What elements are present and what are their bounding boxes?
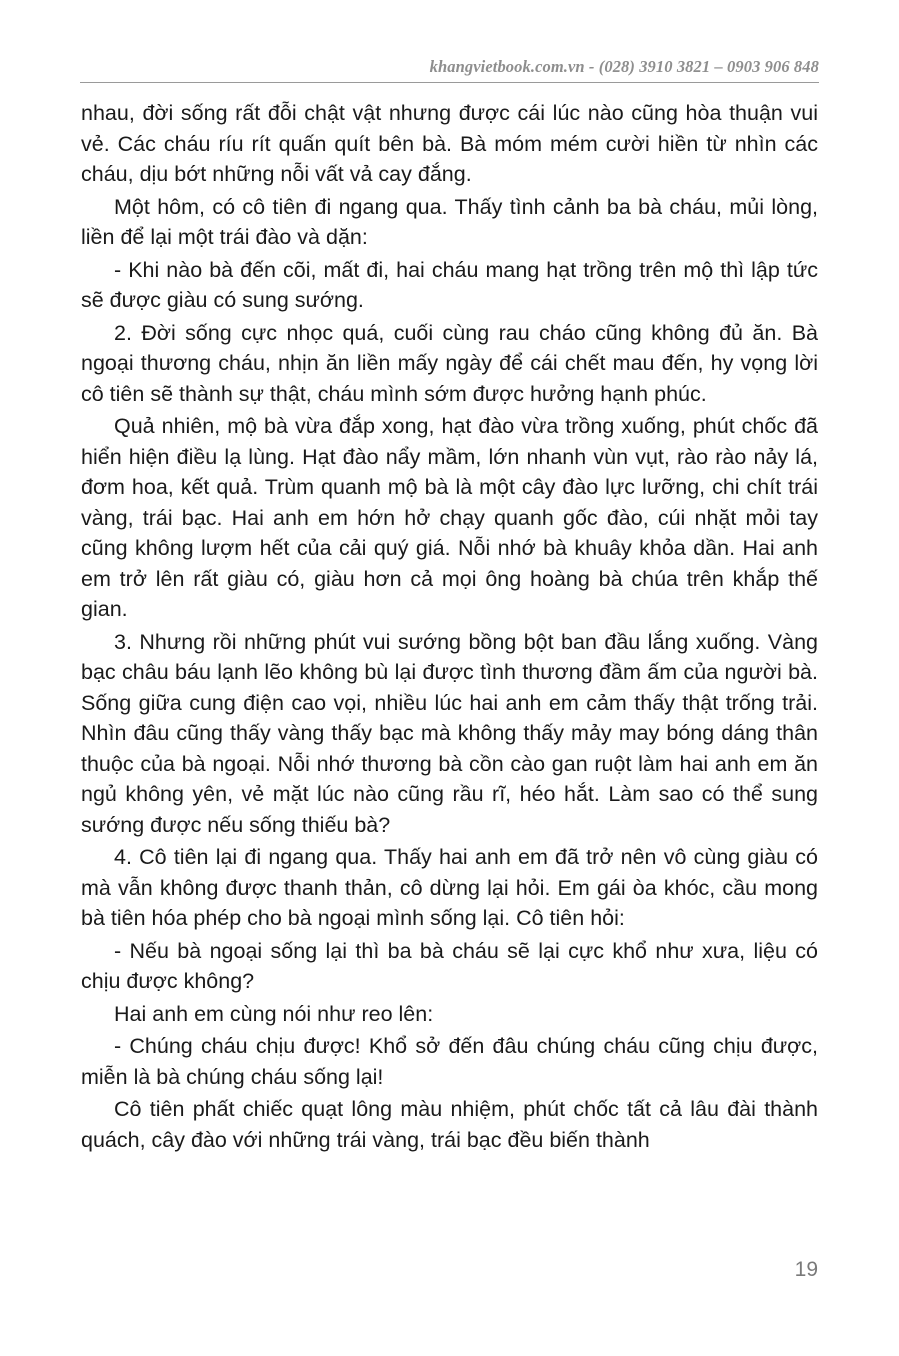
paragraph-7: 4. Cô tiên lại đi ngang qua. Thấy hai anh em đã trở nên vô cùng giàu có mà vẫn không được thanh thản, cô dừng lại hỏi. Em gái òa khóc, cầu mong bà tiên hóa phép cho bà ngoại mình sống lại. Cô tiên hỏi: (81, 845, 818, 930)
paragraph-2: Một hôm, có cô tiên đi ngang qua. Thấy tình cảnh ba bà cháu, mủi lòng, liền để lại một trái đào và dặn: (81, 194, 818, 249)
paragraph-10: - Chúng cháu chịu được! Khổ sở đến đâu chúng cháu cũng chịu được, miễn là bà chúng cháu sống lại! (81, 1034, 818, 1089)
page-header (80, 52, 819, 83)
paragraph-8: - Nếu bà ngoại sống lại thì ba bà cháu sẽ lại cực khổ như xưa, liệu có chịu được không? (81, 938, 818, 993)
paragraph-9: Hai anh em cùng nói như reo lên: (114, 1001, 434, 1026)
paragraph-5: Quả nhiên, mộ bà vừa đắp xong, hạt đào vừa trồng xuống, phút chốc đã hiển hiện điều lạ lùng. Hạt đào nẩy mầm, lớn nhanh vùn vụt, rào rào nảy lá, đơm hoa, kết quả. Trùm quanh mộ bà là một cây đào lực lưỡng, chi chít trái vàng, trái bạc. Hai anh em hớn hở chạy quanh gốc đào, cúi nhặt mỏi tay cũng không lượm hết của cải quý giá. Nỗi nhớ bà khuây khỏa dần. Hai anh em trở lên rất giàu có, giàu hơn cả mọi ông hoàng bà chúa trên khắp thế gian. (81, 414, 818, 621)
page-body (81, 98, 818, 1155)
header-publisher-text: khangvietbook.com.vn - (028) 3910 3821 – 0903 906 848 (429, 57, 819, 76)
paragraph-11: Cô tiên phất chiếc quạt lông màu nhiệm, phút chốc tất cả lâu đài thành quách, cây đào với những trái vàng, trái bạc đều biến thành (81, 1097, 818, 1152)
paragraph-6: 3. Nhưng rồi những phút vui sướng bồng bột ban đầu lắng xuống. Vàng bạc châu báu lạnh lẽo không bù lại được tình thương đầm ấm của người bà. Sống giữa cung điện cao vọi, nhiều lúc hai anh em cảm thấy thật trống trải. Nhìn đâu cũng thấy vàng thấy bạc mà không thấy mảy may bóng dáng thân thuộc của bà ngoại. Nỗi nhớ thương bà cồn cào gan ruột làm hai anh em ăn ngủ không yên, vẻ mặt lúc nào cũng rầu rĩ, héo hắt. Làm sao có thể sung sướng được nếu sống thiếu bà? (81, 629, 818, 837)
page-number: 19 (794, 1258, 818, 1281)
paragraph-4: 2. Đời sống cực nhọc quá, cuối cùng rau cháo cũng không đủ ăn. Bà ngoại thương cháu, nhịn ăn liền mấy ngày để cái chết mau đến, hy vọng lời cô tiên sẽ thành sự thật, cháu mình sớm được hưởng hạnh phúc. (81, 320, 818, 406)
paragraph-3: - Khi nào bà đến cõi, mất đi, hai cháu mang hạt trồng trên mộ thì lập tức sẽ được giàu có sung sướng. (81, 257, 818, 312)
paragraph-1: nhau, đời sống rất đỗi chật vật nhưng được cái lúc nào cũng hòa thuận vui vẻ. Các cháu ríu rít quấn quít bên bà. Bà móm mém cười hiền từ nhìn các cháu, dịu bớt những nỗi vất vả cay đắng. (81, 101, 818, 186)
